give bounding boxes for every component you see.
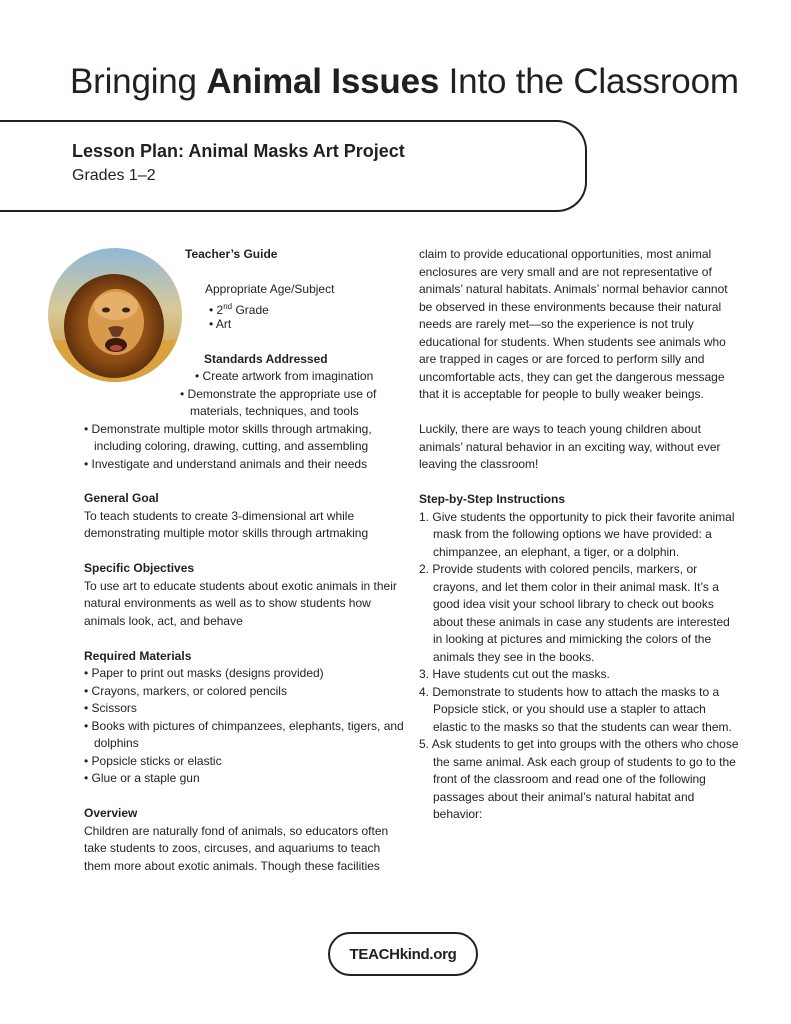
right-para-2: Luckily, there are ways to teach young children about animals’ natural behavior in an exciting way, without ever leaving the classroom! (419, 422, 721, 471)
general-goal-text: To teach students to create 3-dimensional art while demonstrating multiple motor skills through artmaking (84, 508, 369, 540)
lesson-header (72, 141, 405, 185)
standard-item: • Demonstrate multiple motor skills through artmaking, (84, 422, 372, 436)
list-item: 4. Demonstrate to students how to attach the masks to a Popsicle stick, or you should use a stapler to attach elastic to the masks so that the students can wear them. (419, 684, 732, 734)
list-item: • Paper to print out masks (designs provided) (84, 665, 404, 683)
lion-photo (48, 248, 182, 382)
overview-text: Children are naturally fond of animals, so educators often take students to zoos, circuses, and aquariums to teach them more about exotic animals. Though these facilities (84, 823, 389, 873)
standards-heading: Standards Addressed (204, 352, 328, 366)
teachers-guide-heading: Teacher’s Guide (185, 247, 278, 261)
overview-heading: Overview (84, 806, 138, 820)
required-materials-heading: Required Materials (84, 648, 192, 663)
steps-list (419, 509, 739, 824)
list-item: • Books with pictures of chimpanzees, elephants, tigers, and dolphins (84, 718, 404, 753)
grades-label: Grades 1–2 (72, 167, 156, 184)
list-item: • Scissors (84, 700, 404, 718)
list-item: • Glue or a staple gun (84, 770, 404, 788)
standard-item: • Create artwork from imagination (195, 369, 374, 383)
list-item: 1. Give students the opportunity to pick their favorite animal mask from the following options we have provided: a chimpanzee, an elephant, a tiger, or a dolphin. (419, 509, 735, 559)
list-item: • Popsicle sticks or elastic (84, 753, 404, 771)
age-subject-heading: Appropriate Age/Subject (205, 282, 335, 296)
list-item: 5. Ask students to get into groups with the others who chose the same animal. Ask each group of students to go to the front of the classroom and read one of the following passages about their animal’s natural habitat and behavior: (419, 737, 739, 821)
teachkind-logo[interactable]: TEACH kind.org (328, 932, 478, 976)
list-item: 3. Have students cut out the masks. (419, 667, 610, 681)
right-para-1: claim to provide educational opportunities, most animal enclosures are very small and are not representative of animals’ natural habitats. Animals’ normal behavior cannot be observed in these environments because their natural needs are rarely met—so the experience is not truly educational for students. When students see animals who are trapped in cages or are forced to perform silly and uncomfortable acts, they can get the dangerous message that it is acceptable for people to bully weaker beings. (419, 247, 728, 401)
list-item: 2. Provide students with colored pencils, markers, or crayons, and let them color in their animal mask. It’s a good idea visit your school library to check out books about these animals in case any students are interested in looking at pictures and mimicking the colors of the animals they see in the books. (419, 562, 730, 664)
specific-objectives-heading: Specific Objectives (84, 561, 195, 575)
right-column (419, 246, 739, 824)
left-column (84, 490, 404, 875)
general-goal-heading: General Goal (84, 491, 159, 505)
specific-objectives-text: To use art to educate students about exotic animals in their natural environments as well as to show students how animals look, act, and behave (84, 578, 397, 628)
lesson-title: Lesson Plan: Animal Masks Art Project (72, 141, 405, 161)
steps-heading: Step-by-Step Instructions (419, 492, 566, 506)
standard-item: • Demonstrate the appropriate use of (180, 387, 377, 401)
standard-item-cont: materials, techniques, and tools (190, 404, 359, 418)
subject-item: • Art (209, 317, 232, 331)
grade-item: • 2nd Grade (209, 302, 269, 317)
page-title: Bringing Animal Issues Into the Classroom (70, 62, 739, 101)
list-item: • Crayons, markers, or colored pencils (84, 683, 404, 701)
standard-item-cont: including coloring, drawing, cutting, and assembling (94, 439, 369, 453)
materials-list (84, 665, 404, 788)
standard-item: • Investigate and understand animals and their needs (84, 457, 368, 471)
